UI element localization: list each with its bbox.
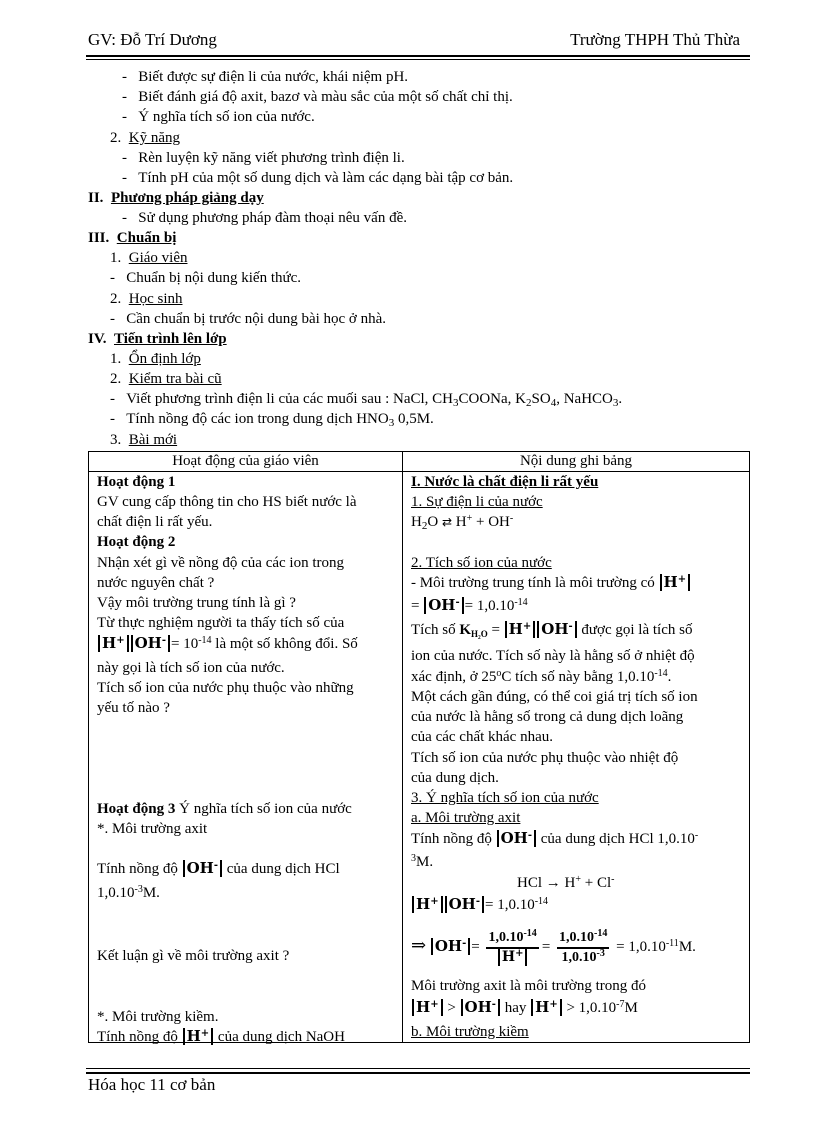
skill-item: - Rèn luyện kỹ năng viết phương trình điện li. <box>122 150 405 166</box>
content-formula: - Môi trường trung tính là môi trường có H+ <box>411 574 691 593</box>
activity-text: $1,0.10^{-3}M$. <box>97 884 160 901</box>
section-heading: II. Phương pháp giảng dạy <box>88 190 264 206</box>
column-header: Nội dung ghi bảng <box>403 452 750 472</box>
activity-text: Kết luận gì về môi trường axit ? <box>97 948 290 964</box>
content-formula: Tích số $K_{H_2O} = H^+$ OH- được gọi là tích số <box>411 620 693 639</box>
content-heading: I. Nước là chất điện li rất yếu <box>411 474 599 490</box>
activity-text: này gọi là tích số ion của nước. <box>97 660 285 676</box>
content-text: $^3$M. <box>411 853 434 870</box>
review-item: - Tính nồng độ các ion trong dung dịch $HNO_3$ 0,5M. <box>110 411 434 429</box>
review-item: - Viết phương trình điện li của các muối sau : NaCl, $CH_3COONa$, $K_2SO_4$, NaHCO$_3$. <box>110 391 623 409</box>
content-text: của dung dịch. <box>411 770 499 786</box>
header-rule-thin <box>86 59 750 60</box>
sub-heading: 3. Bài mới <box>110 432 178 448</box>
fraction: $\frac{1,0.10^{-14}}{H^+}$ <box>488 927 537 965</box>
content-equation: HCl → H+ + Cl- <box>517 874 615 891</box>
knowledge-item: - Biết được sự điện li của nước, khái niệm pH. <box>122 69 409 85</box>
activity-formula: H+ $OH^- = 10^{-14}$ là một số không đổi. Số <box>97 635 358 654</box>
header-rule <box>86 55 750 57</box>
activity-title: Hoạt động 3 Ý nghĩa tích số ion của nước <box>97 801 352 817</box>
activity-text: *. Môi trường axit <box>97 821 208 837</box>
activity-text: Nhận xét gì về nồng độ của các ion trong <box>97 555 345 571</box>
board-content-cell <box>403 472 750 1043</box>
footer-rule-thin <box>86 1068 750 1069</box>
content-formula: ⇒ OH- = $\frac{1,0.10^{-14}}{H^+}$ = $\frac{1,0.10^{-14}}{1,0.10^{-3}}$ = $1,0.10^{-11}M$. <box>411 927 696 965</box>
activity-text: Từ thực nghiệm người ta thấy tích số của <box>97 615 345 631</box>
activity-text: yếu tố nào ? <box>97 700 170 716</box>
prep-item: - Chuẩn bị nội dung kiến thức. <box>110 270 302 286</box>
footer-subject: Hóa học 11 cơ bản <box>88 1075 216 1094</box>
activity-text: chất điện li rất yếu. <box>97 514 213 530</box>
content-formula: H+ > OH- hay $H^+ > 1,0.10^{-7}M$ <box>411 999 638 1018</box>
teacher-activity-cell <box>89 472 403 1043</box>
column-header: Hoạt động của giáo viên <box>89 452 403 472</box>
content-subheading: a. Môi trường axit <box>411 810 521 826</box>
knowledge-item: - Ý nghĩa tích số ion của nước. <box>122 109 315 125</box>
activity-text: GV cung cấp thông tin cho HS biết nước là <box>97 494 357 510</box>
content-text: Tích số ion của nước phụ thuộc vào nhiệt độ <box>411 750 679 766</box>
prep-item: - Cần chuẩn bị trước nội dung bài học ở nhà. <box>110 311 387 327</box>
activity-text: Vậy môi trường trung tính là gì ? <box>97 595 296 611</box>
section-heading: 2. Kỹ năng <box>110 130 180 146</box>
content-formula: Tính nồng độ OH- của dung dịch HCl 1,0.10- <box>411 829 699 847</box>
table-row <box>89 472 750 1043</box>
sub-heading: 1. Giáo viên <box>110 250 188 266</box>
content-subheading: 3. Ý nghĩa tích số ion của nước <box>411 790 599 806</box>
content-subheading: 1. Sự điện li của nước <box>411 494 543 510</box>
content-text: Một cách gần đúng, có thể coi giá trị tích số ion <box>411 689 698 705</box>
skill-item: - Tính pH của một số dung dịch và làm các dạng bài tập cơ bản. <box>122 170 514 186</box>
activity-title: Hoạt động 1 <box>97 474 176 490</box>
section-heading: III. Chuẩn bị <box>88 230 177 246</box>
sub-heading: 1. Ổn định lớp <box>110 351 201 367</box>
page-header <box>88 30 748 54</box>
activity-text: Tích số ion của nước phụ thuộc vào những <box>97 680 354 696</box>
content-subheading: b. Môi trường kiềm <box>411 1024 529 1040</box>
sub-heading: 2. Kiểm tra bài cũ <box>110 371 222 387</box>
content-text: xác định, ở 25$^o$C tích số này bằng $1,0.10^{-14}$. <box>411 668 672 685</box>
section-heading: IV. Tiến trình lên lớp <box>88 331 227 347</box>
school-name: Trường THPH Thủ Thừa <box>570 30 740 49</box>
activity-formula: Tính nồng độ OH- của dung dịch HCl <box>97 859 340 877</box>
activity-formula: Tính nồng độ H+ của dung dịch NaOH <box>97 1027 345 1045</box>
content-formula: = $OH^- = 1,0.10^{-14}$ <box>411 596 528 614</box>
activity-title: Hoạt động 2 <box>97 534 176 550</box>
method-item: - Sử dụng phương pháp đàm thoại nêu vấn đề. <box>122 210 407 226</box>
content-text: của các chất khác nhau. <box>411 729 553 745</box>
lesson-table <box>88 451 750 1043</box>
content-equation: $H_2O$ ⇄ H+ + OH- <box>411 513 514 532</box>
sub-heading: 2. Học sinh <box>110 291 183 307</box>
activity-text: nước nguyên chất ? <box>97 575 215 591</box>
table-header-row <box>89 452 750 472</box>
footer-rule <box>86 1072 750 1074</box>
knowledge-item: - Biết đánh giá độ axit, bazơ và màu sắc của một số chất chỉ thị. <box>122 89 513 105</box>
content-text: ion của nước. Tích số này là hằng số ở nhiệt độ <box>411 648 695 664</box>
content-formula: H+ $OH^- = 1,0.10^{-14}$ <box>411 896 548 915</box>
content-text: của nước là hằng số trong cả dung dịch loãng <box>411 709 684 725</box>
activity-text: *. Môi trường kiềm. <box>97 1009 219 1025</box>
content-subheading: 2. Tích số ion của nước <box>411 555 552 571</box>
content-text: Môi trường axit là môi trường trong đó <box>411 978 647 994</box>
teacher-name: GV: Đỗ Trí Dương <box>88 30 217 49</box>
fraction: $\frac{1,0.10^{-14}}{1,0.10^{-3}}$ <box>559 927 608 965</box>
